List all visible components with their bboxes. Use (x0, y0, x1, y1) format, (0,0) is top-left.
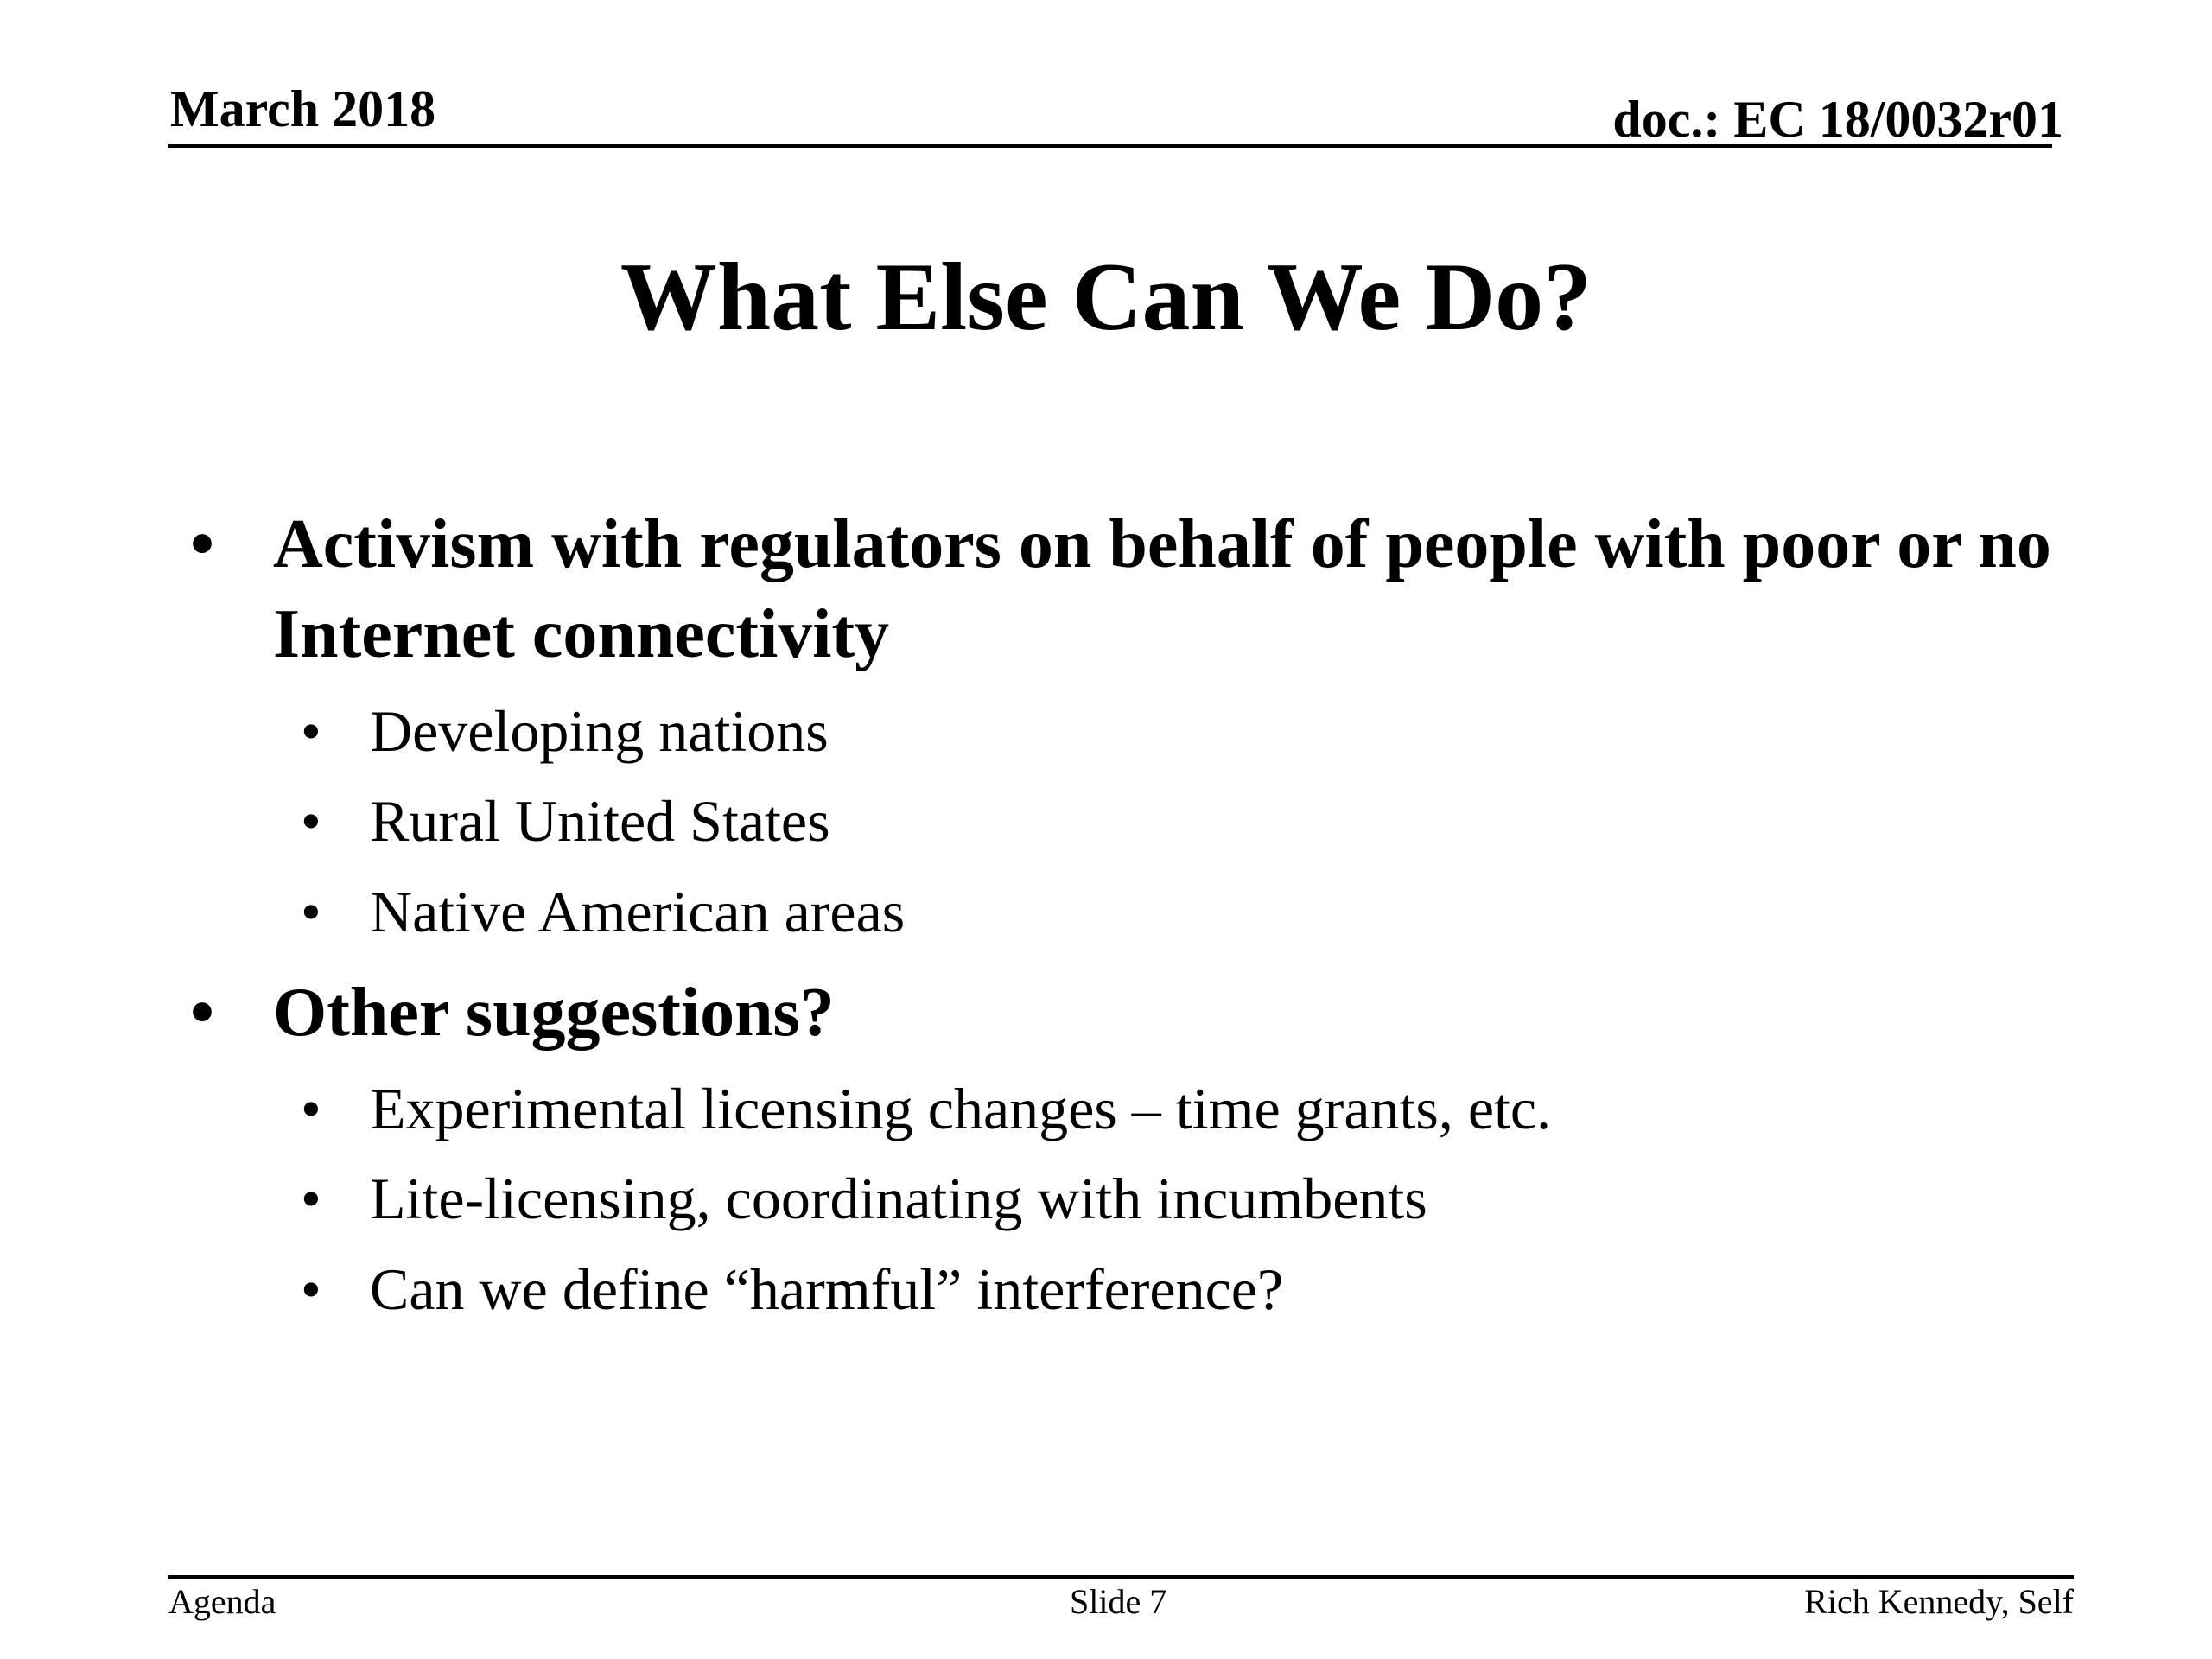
footer-author: Rich Kennedy, Self (1804, 1582, 2074, 1621)
bullet-text: Activism with regulators on behalf of people with poor or no Internet connectivity (273, 506, 2051, 672)
bullet-item-2 (190, 968, 2070, 1058)
sub-bullet-text: Native American areas (370, 879, 906, 944)
slide-title: What Else Can We Do? (620, 244, 1592, 351)
bullet-text: Other suggestions? (273, 975, 835, 1051)
sub-bullet-text: Developing nations (370, 698, 829, 764)
sub-bullet-dot: • (301, 1256, 321, 1322)
header-date: March 2018 (170, 80, 436, 137)
sub-bullet-text: Experimental licensing changes – time grants, etc. (370, 1076, 1552, 1141)
bullet-dot: • (190, 506, 215, 582)
sub-bullet-text: Lite-licensing, coordinating with incumbents (370, 1166, 1427, 1231)
sub-bullet-item (301, 696, 2063, 766)
sub-bullet-dot: • (301, 788, 321, 854)
sub-bullet-dot: • (301, 1076, 321, 1141)
footer-divider (168, 1575, 2074, 1579)
header-doc-id: doc.: EC 18/0032r01 (1612, 91, 2063, 148)
sub-bullet-text: Can we define “harmful” interference? (370, 1256, 1284, 1322)
sub-bullet-item (301, 1164, 2063, 1233)
footer-left: Agenda (168, 1582, 276, 1621)
sub-bullet-item (301, 1074, 2063, 1143)
sub-bullet-dot: • (301, 1166, 321, 1231)
sub-bullet-dot: • (301, 879, 321, 944)
bullet-dot: • (190, 975, 215, 1051)
sub-bullet-item (301, 877, 2063, 946)
sub-bullet-dot: • (301, 698, 321, 764)
sub-bullet-item (301, 1255, 2063, 1324)
sub-bullet-text: Rural United States (370, 788, 830, 854)
sub-bullet-item (301, 786, 2063, 855)
slide-number: Slide 7 (1070, 1582, 1167, 1621)
bullet-item-1 (190, 499, 2070, 679)
